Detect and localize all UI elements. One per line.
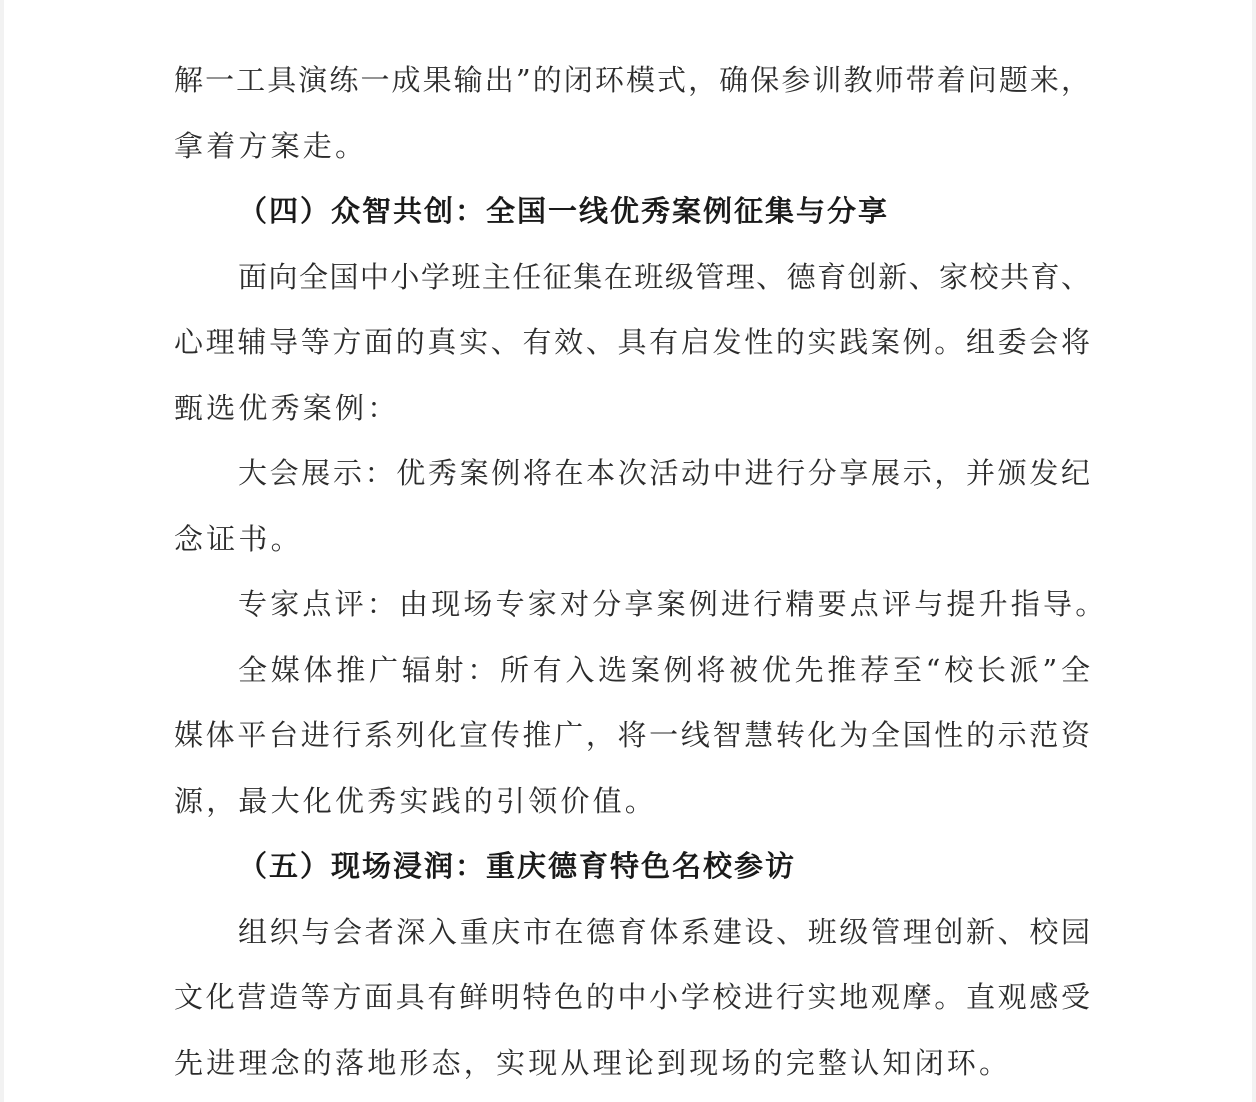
section-heading-5: （五）现场浸润：重庆德育特色名校参访 (238, 849, 797, 883)
paragraph-line: 心理辅导等方面的真实、有效、具有启发性的实践案例。组委会将 (174, 325, 1090, 359)
paragraph-line: 拿着方案走。 (174, 128, 368, 163)
document-page (4, 0, 1252, 1102)
paragraph-line: 组织与会者深入重庆市在德育体系建设、班级管理创新、校园 (238, 914, 1090, 949)
section-heading-4: （四）众智共创：全国一线优秀案例征集与分享 (238, 194, 890, 228)
paragraph-line: 大会展示：优秀案例将在本次活动中进行分享展示，并颁发纪 (238, 456, 1090, 490)
paragraph-line: 甄选优秀案例： (174, 390, 400, 425)
paragraph-line: 源，最大化优秀实践的引领价值。 (174, 783, 658, 818)
paragraph-line: 全媒体推广辐射：所有入选案例将被优先推荐至“校长派”全 (238, 652, 1090, 687)
paragraph-line: 解一工具演练一成果输出”的闭环模式，确保参训教师带着问题来， (174, 63, 1090, 97)
paragraph-line: 念证书。 (174, 521, 303, 556)
paragraph-line: 文化营造等方面具有鲜明特色的中小学校进行实地观摩。直观感受 (174, 980, 1090, 1014)
paragraph-line: 媒体平台进行系列化宣传推广，将一线智慧转化为全国性的示范资 (174, 718, 1090, 752)
paragraph-line: 面向全国中小学班主任征集在班级管理、德育创新、家校共育、 (238, 259, 1090, 294)
paragraph-line: 专家点评：由现场专家对分享案例进行精要点评与提升指导。 (238, 587, 1108, 621)
document-body (174, 48, 1108, 1096)
paragraph-line: 先进理念的落地形态，实现从理论到现场的完整认知闭环。 (174, 1045, 1012, 1080)
